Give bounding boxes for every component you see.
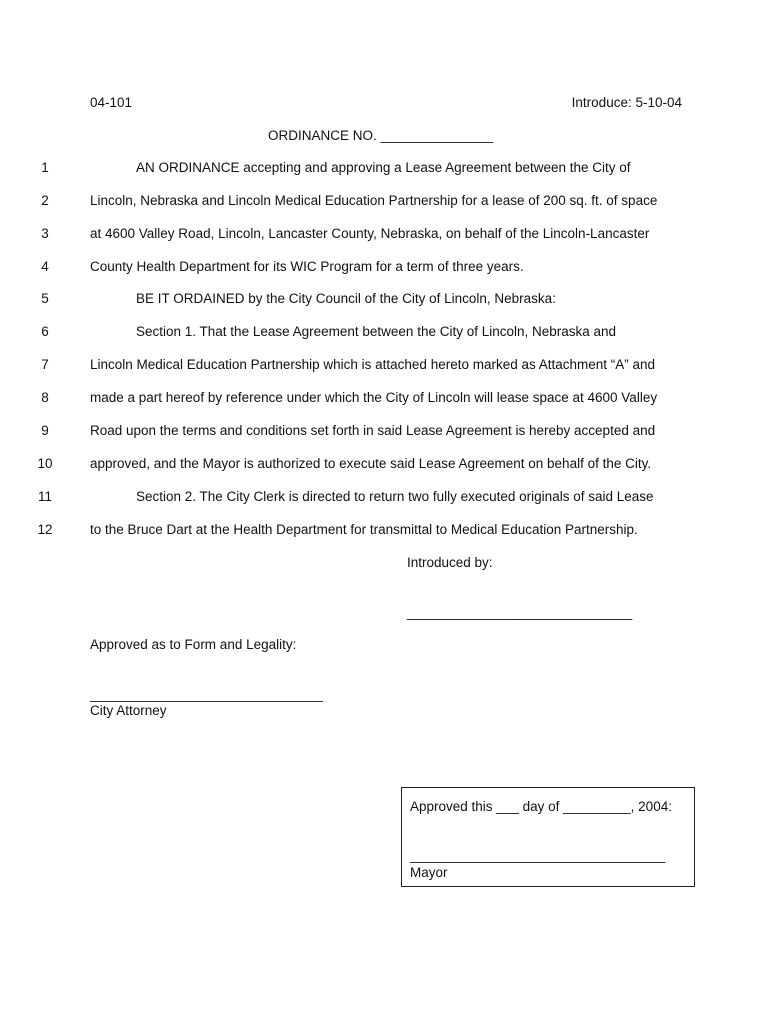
line-text: Road upon the terms and conditions set forth in said Lease Agreement is hereby accepted and — [90, 423, 656, 438]
line-text: made a part hereof by reference under which the City of Lincoln will lease space at 4600 Valley — [90, 390, 658, 405]
introduced-by-signature-line: ______________________________ — [407, 605, 633, 620]
line-text: Lincoln, Nebraska and Lincoln Medical Education Partnership for a lease of 200 sq. ft. of space — [90, 193, 658, 208]
line-text: to the Bruce Dart at the Health Department for transmittal to Medical Education Partnership. — [90, 522, 638, 537]
line-number: 1 — [41, 160, 49, 175]
line-number: 7 — [41, 357, 49, 372]
mayor-label: Mayor — [410, 865, 448, 880]
line-number: 8 — [41, 390, 49, 405]
line-text: AN ORDINANCE accepting and approving a Lease Agreement between the City of — [136, 160, 631, 175]
line-number: 2 — [41, 193, 49, 208]
line-number: 11 — [37, 489, 52, 504]
line-number: 4 — [41, 259, 49, 274]
line-text: County Health Department for its WIC Program for a term of three years. — [90, 259, 524, 274]
line-text: Section 2. The City Clerk is directed to return two fully executed originals of said Lease — [136, 489, 654, 504]
line-text: at 4600 Valley Road, Lincoln, Lancaster County, Nebraska, on behalf of the Lincoln-Lancaster — [90, 226, 650, 241]
city-attorney-label: City Attorney — [90, 703, 167, 718]
approved-this-text: Approved this ___ day of _________, 2004: — [410, 799, 672, 814]
line-number: 6 — [41, 324, 49, 339]
approved-form-label: Approved as to Form and Legality: — [90, 637, 297, 652]
line-text: approved, and the Mayor is authorized to execute said Lease Agreement on behalf of the City. — [90, 456, 652, 471]
attorney-signature-line: _______________________________ — [90, 687, 323, 702]
line-text: Lincoln Medical Education Partnership which is attached hereto marked as Attachment “A” and — [90, 357, 656, 372]
line-number: 3 — [41, 226, 49, 241]
line-number: 10 — [37, 456, 53, 471]
ordinance-title: ORDINANCE NO. _______________ — [268, 128, 494, 143]
line-text: BE IT ORDAINED by the City Council of the City of Lincoln, Nebraska: — [136, 291, 556, 306]
introduce-date: Introduce: 5-10-04 — [571, 95, 682, 110]
line-number: 5 — [41, 291, 49, 306]
introduced-by-label: Introduced by: — [407, 555, 493, 570]
document-number: 04-101 — [90, 95, 133, 110]
line-text: Section 1. That the Lease Agreement between the City of Lincoln, Nebraska and — [136, 324, 617, 339]
line-number: 9 — [41, 423, 49, 438]
mayor-signature-line: __________________________________ — [410, 848, 666, 863]
line-number: 12 — [37, 522, 53, 537]
mayor-approval-box — [401, 787, 695, 887]
